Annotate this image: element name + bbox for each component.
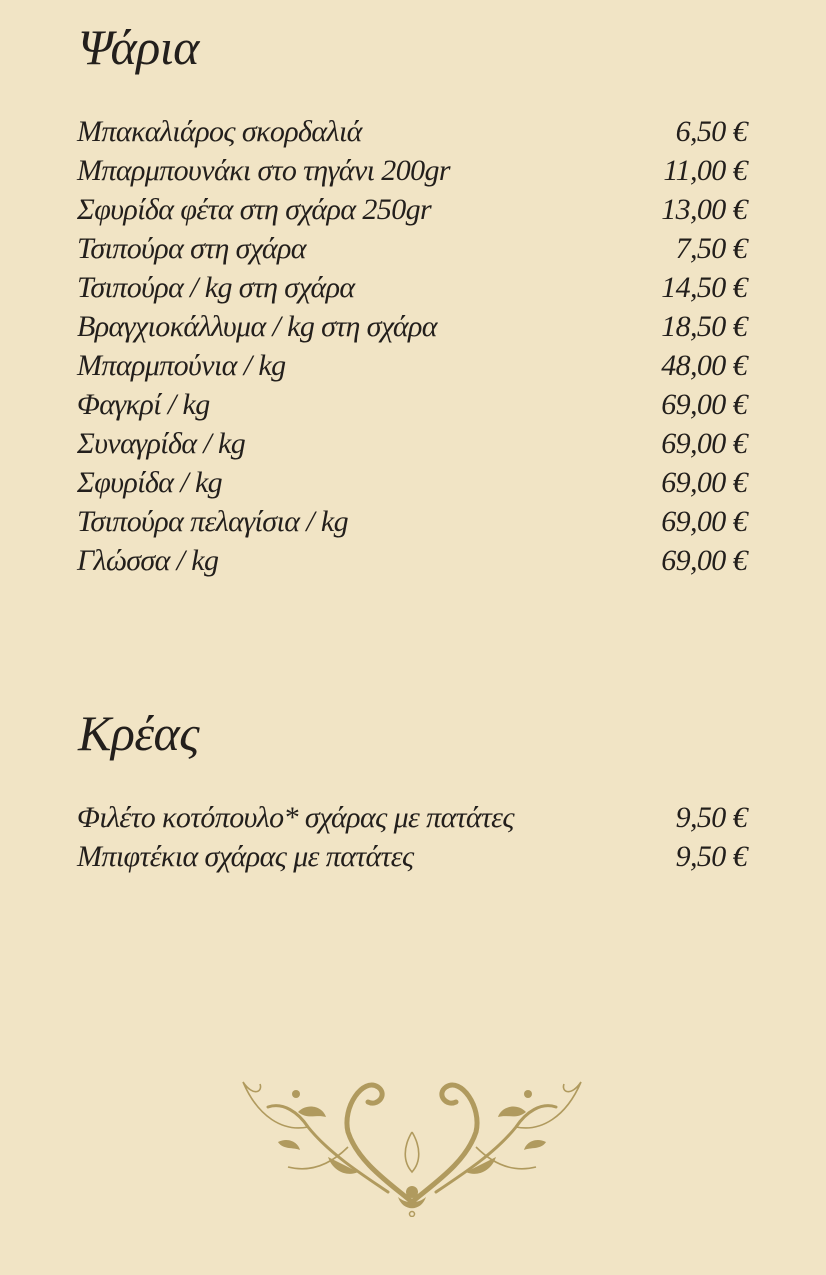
- section-title-fish: Ψάρια: [78, 19, 199, 75]
- menu-item-row: [77, 385, 747, 424]
- decorative-flourish-ornament: [238, 1072, 586, 1217]
- menu-item-name: Σφυρίδα φέτα στη σχάρα 250gr: [77, 193, 432, 226]
- menu-item-row: [77, 424, 747, 463]
- fish-menu-list: [77, 112, 747, 580]
- menu-item-price: 69,00 €: [661, 466, 747, 499]
- menu-item-name: Φιλέτο κοτόπουλο* σχάρας με πατάτες: [77, 801, 514, 834]
- menu-item-name: Βραγχιοκάλλυμα / kg στη σχάρα: [77, 310, 437, 343]
- menu-item-row: [77, 346, 747, 385]
- menu-item-name: Τσιπούρα πελαγίσια / kg: [77, 505, 349, 538]
- menu-item-price: 69,00 €: [661, 505, 747, 538]
- menu-item-name: Τσιπούρα / kg στη σχάρα: [77, 271, 355, 304]
- menu-item-name: Φαγκρί / kg: [77, 388, 210, 421]
- menu-item-name: Μπιφτέκια σχάρας με πατάτες: [77, 840, 414, 873]
- menu-item-name: Τσιπούρα στη σχάρα: [77, 232, 306, 265]
- menu-item-price: 7,50 €: [675, 232, 747, 265]
- menu-item-row: [77, 307, 747, 346]
- menu-item-price: 18,50 €: [661, 310, 747, 343]
- menu-item-price: 69,00 €: [661, 427, 747, 460]
- menu-item-price: 9,50 €: [675, 801, 747, 834]
- menu-item-price: 11,00 €: [663, 154, 747, 187]
- menu-item-row: [77, 190, 747, 229]
- menu-item-row: [77, 112, 747, 151]
- menu-item-price: 14,50 €: [661, 271, 747, 304]
- menu-item-row: [77, 229, 747, 268]
- menu-item-row: [77, 268, 747, 307]
- menu-item-price: 69,00 €: [661, 388, 747, 421]
- menu-item-row: [77, 463, 747, 502]
- menu-item-price: 48,00 €: [661, 349, 747, 382]
- menu-item-price: 69,00 €: [661, 544, 747, 577]
- menu-item-name: Γλώσσα / kg: [77, 544, 219, 577]
- menu-item-row: [77, 502, 747, 541]
- menu-item-row: [77, 151, 747, 190]
- menu-item-price: 6,50 €: [675, 115, 747, 148]
- menu-item-name: Σφυρίδα / kg: [77, 466, 223, 499]
- menu-item-name: Μπακαλιάρος σκορδαλιά: [77, 115, 362, 148]
- menu-item-price: 13,00 €: [661, 193, 747, 226]
- menu-item-name: Συναγρίδα / kg: [77, 427, 246, 460]
- menu-item-row: [77, 798, 747, 837]
- menu-item-name: Μπαρμπούνια / kg: [77, 349, 286, 382]
- menu-item-row: [77, 541, 747, 580]
- menu-item-name: Μπαρμπουνάκι στο τηγάνι 200gr: [77, 154, 450, 187]
- menu-item-price: 9,50 €: [675, 840, 747, 873]
- meat-menu-list: [77, 798, 747, 876]
- menu-item-row: [77, 837, 747, 876]
- section-title-meat: Κρέας: [78, 705, 200, 761]
